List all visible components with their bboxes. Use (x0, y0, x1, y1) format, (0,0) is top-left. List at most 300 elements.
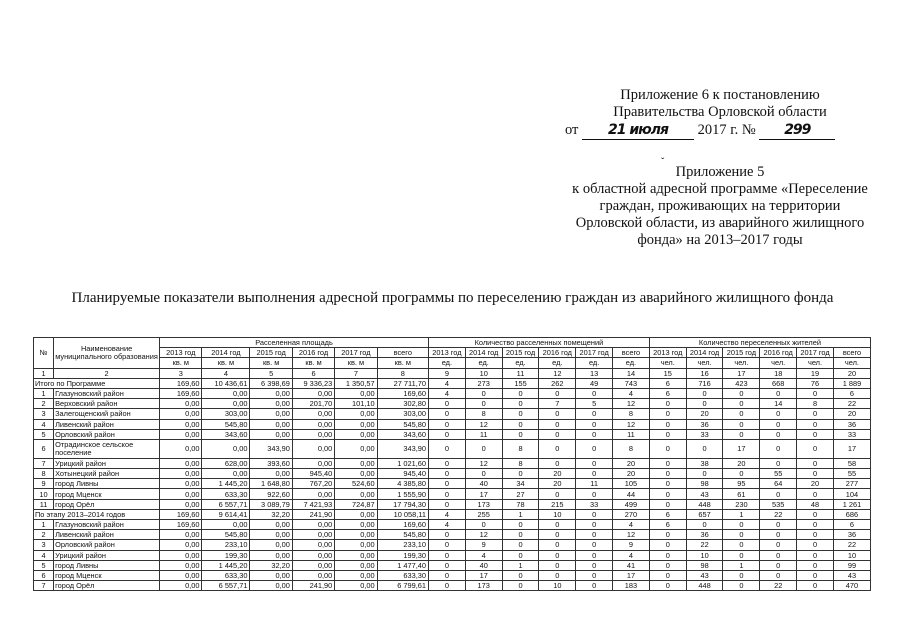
row-number: 7 (34, 458, 54, 468)
table-cell: 0,00 (335, 550, 377, 560)
table-cell: 0,00 (250, 570, 292, 580)
table-cell: 8 (613, 439, 650, 458)
table-cell: 1 (502, 509, 539, 519)
table-cell: 0,00 (335, 409, 377, 419)
table-cell: 0 (576, 530, 613, 540)
table-cell: 0,00 (335, 429, 377, 439)
table-cell: 0 (649, 458, 686, 468)
table-cell: 0 (576, 439, 613, 458)
table-cell: 9 (613, 540, 650, 550)
table-cell: 0 (649, 530, 686, 540)
row-number: 5 (34, 429, 54, 439)
table-cell: 0,00 (160, 560, 202, 570)
table-cell: 0 (723, 550, 760, 560)
year-header: 2014 год (202, 348, 250, 358)
table-cell: 0 (649, 540, 686, 550)
table-cell: 0 (539, 520, 576, 530)
table-cell: 20 (686, 409, 723, 419)
column-number: 19 (797, 368, 834, 378)
table-cell: 8 (502, 458, 539, 468)
tick-mark: ˇ (661, 157, 665, 168)
unit-header: кв. м (250, 358, 292, 368)
table-cell: 0 (502, 540, 539, 550)
table-cell: 101,10 (335, 399, 377, 409)
table-cell: 48 (797, 499, 834, 509)
table-row (34, 399, 871, 409)
table-cell: 0,00 (250, 409, 292, 419)
table-cell: 10 (833, 550, 870, 560)
table-cell: 27 711,70 (377, 378, 428, 388)
table-cell: 241,90 (292, 581, 334, 591)
column-number: 12 (539, 368, 576, 378)
table-row (34, 469, 871, 479)
table-cell: 20 (833, 409, 870, 419)
unit-header: ед. (428, 358, 465, 368)
table-cell: 169,60 (160, 509, 202, 519)
table-cell: 0 (502, 581, 539, 591)
column-number: 4 (202, 368, 250, 378)
table-cell: 0 (797, 581, 834, 591)
table-cell: 0 (797, 570, 834, 580)
table-cell: 524,60 (335, 479, 377, 489)
table-cell: 393,60 (250, 458, 292, 468)
table-cell: 17 (723, 439, 760, 458)
year-header: всего (833, 348, 870, 358)
table-cell: 545,80 (202, 530, 250, 540)
table-cell: 0 (502, 530, 539, 540)
table-cell: 17 (833, 439, 870, 458)
table-cell: 17 (613, 570, 650, 580)
year-header: 2017 год (576, 348, 613, 358)
table-cell: 4 (613, 388, 650, 398)
table-cell: 0,00 (250, 540, 292, 550)
table-cell: 0 (797, 560, 834, 570)
table-cell: 6 (649, 388, 686, 398)
table-cell: 11 (613, 429, 650, 439)
table-cell: 0,00 (292, 489, 334, 499)
table-cell: 0 (539, 550, 576, 560)
table-cell: 11 (576, 479, 613, 489)
table-cell: 0 (539, 530, 576, 540)
row-name: город Орёл (54, 581, 160, 591)
table-cell: 0,00 (250, 388, 292, 398)
table-cell: 0 (649, 560, 686, 570)
table-cell: 173 (465, 499, 502, 509)
table-cell: 183 (613, 581, 650, 591)
row-name: город Мценск (54, 570, 160, 580)
table-cell: 657 (686, 509, 723, 519)
unit-header: ед. (539, 358, 576, 368)
unit-header: ед. (465, 358, 502, 368)
table-cell: 0 (797, 540, 834, 550)
row-number: 7 (34, 581, 54, 591)
table-cell: 0,00 (335, 520, 377, 530)
table-cell: 0 (539, 429, 576, 439)
table-cell: 0 (797, 550, 834, 560)
table-cell: 33 (576, 499, 613, 509)
table-cell: 0 (760, 530, 797, 540)
table-cell: 43 (833, 570, 870, 580)
table-cell: 78 (502, 499, 539, 509)
table-cell: 0 (649, 469, 686, 479)
table-cell: 0 (576, 550, 613, 560)
table-row (34, 479, 871, 489)
table-cell: 0 (428, 581, 465, 591)
table-cell: 0 (465, 388, 502, 398)
table-cell: 0 (576, 388, 613, 398)
table-cell: 448 (686, 581, 723, 591)
row-number: 4 (34, 419, 54, 429)
table-cell: 0 (539, 439, 576, 458)
table-cell: 4 (613, 520, 650, 530)
table-cell: 302,80 (377, 399, 428, 409)
table-cell: 0 (428, 469, 465, 479)
row-name: город Ливны (54, 560, 160, 570)
table-cell: 743 (613, 378, 650, 388)
table-cell: 215 (539, 499, 576, 509)
table-row (34, 409, 871, 419)
table-cell: 233,10 (202, 540, 250, 550)
table-cell: 0 (686, 439, 723, 458)
table-cell: 0 (760, 458, 797, 468)
table-cell: 686 (833, 509, 870, 519)
table-cell: 22 (686, 540, 723, 550)
row-number: 5 (34, 560, 54, 570)
table-cell: 0 (649, 399, 686, 409)
table-row (34, 439, 871, 458)
table-cell: 41 (613, 560, 650, 570)
table-cell: 0,00 (292, 409, 334, 419)
table-cell: 6 (833, 388, 870, 398)
table-cell: 0 (428, 479, 465, 489)
table-cell: 0,00 (160, 530, 202, 540)
table-cell: 36 (686, 419, 723, 429)
table-cell: 0 (797, 458, 834, 468)
table-cell: 169,60 (377, 388, 428, 398)
table-cell: 0 (649, 419, 686, 429)
table-cell: 22 (833, 540, 870, 550)
table-cell: 0,00 (160, 489, 202, 499)
table-cell: 0 (649, 479, 686, 489)
table-cell: 7 (539, 399, 576, 409)
table-cell: 0 (539, 570, 576, 580)
table-cell: 0,00 (292, 520, 334, 530)
table-cell: 499 (613, 499, 650, 509)
table-cell: 545,80 (202, 419, 250, 429)
table-cell: 0 (576, 419, 613, 429)
table-cell: 0 (686, 520, 723, 530)
table-cell: 0 (428, 409, 465, 419)
table-cell: 0 (576, 409, 613, 419)
table-cell: 0 (797, 530, 834, 540)
row-name: Глазуновский район (54, 520, 160, 530)
table-row (34, 458, 871, 468)
table-cell: 10 (539, 581, 576, 591)
year-header: всего (377, 348, 428, 358)
table-cell: 0,00 (160, 439, 202, 458)
table-cell: 22 (760, 509, 797, 519)
table-cell: 55 (833, 469, 870, 479)
years-header-row (34, 348, 871, 358)
table-cell: 201,70 (292, 399, 334, 409)
table-cell: 0 (649, 570, 686, 580)
table-cell: 0,00 (335, 560, 377, 570)
table-cell: 0,00 (160, 399, 202, 409)
handwritten-number: 299 (759, 121, 835, 140)
table-cell: 36 (833, 530, 870, 540)
table-cell: 1 648,80 (250, 479, 292, 489)
table-cell: 0,00 (292, 439, 334, 458)
table-cell: 945,40 (292, 469, 334, 479)
unit-header: чел. (833, 358, 870, 368)
table-cell: 1 (502, 560, 539, 570)
table-cell: 40 (465, 479, 502, 489)
year-header: 2017 год (797, 348, 834, 358)
column-number: 6 (292, 368, 334, 378)
table-cell: 0 (428, 570, 465, 580)
table-cell: 12 (465, 530, 502, 540)
table-cell: 0 (502, 550, 539, 560)
table-cell: 12 (613, 530, 650, 540)
row-number: 11 (34, 499, 54, 509)
year-header: 2016 год (292, 348, 334, 358)
table-cell: 55 (760, 469, 797, 479)
table-cell: 58 (833, 458, 870, 468)
table-cell: 470 (833, 581, 870, 591)
table-cell: 12 (613, 399, 650, 409)
table-cell: 0 (428, 429, 465, 439)
table-cell: 668 (760, 378, 797, 388)
table-cell: 0,00 (160, 550, 202, 560)
year-header: 2013 год (649, 348, 686, 358)
table-cell: 545,80 (377, 530, 428, 540)
table-cell: 945,40 (377, 469, 428, 479)
table-cell: 0 (760, 540, 797, 550)
table-cell: 0,00 (250, 581, 292, 591)
table-cell: 343,60 (377, 429, 428, 439)
row-number: 3 (34, 540, 54, 550)
table-row (34, 530, 871, 540)
table-cell: 0,00 (292, 540, 334, 550)
table-cell: 535 (760, 499, 797, 509)
table-cell: 9 614,41 (202, 509, 250, 519)
table-cell: 36 (833, 419, 870, 429)
table-cell: 7 421,93 (292, 499, 334, 509)
table-cell: 1 261 (833, 499, 870, 509)
handwritten-date: 21 июля (582, 121, 694, 140)
unit-header: кв. м (160, 358, 202, 368)
row-name: город Ливны (54, 479, 160, 489)
table-cell: 12 (465, 458, 502, 468)
decree-appendix-line: Приложение 6 к постановлению (620, 87, 820, 103)
column-number: 10 (465, 368, 502, 378)
table-row (34, 581, 871, 591)
table-cell: 448 (686, 499, 723, 509)
table-cell: 1 477,40 (377, 560, 428, 570)
table-cell: 0 (576, 540, 613, 550)
column-number: 14 (613, 368, 650, 378)
table-cell: 6 (649, 509, 686, 519)
table-cell: 628,00 (202, 458, 250, 468)
table-cell: 0 (428, 550, 465, 560)
table-cell: 173 (465, 581, 502, 591)
table-cell: 0 (760, 388, 797, 398)
table-cell: 0 (465, 399, 502, 409)
table-cell: 0 (760, 409, 797, 419)
table-cell: 6 557,71 (202, 581, 250, 591)
table-cell: 0,00 (160, 429, 202, 439)
table-cell: 4 (613, 550, 650, 560)
table-cell: 0 (539, 540, 576, 550)
table-cell: 922,60 (250, 489, 292, 499)
table-cell: 0,00 (160, 499, 202, 509)
unit-header: ед. (576, 358, 613, 368)
year-header: 2015 год (250, 348, 292, 358)
column-number: 1 (34, 368, 54, 378)
table-cell: 767,20 (292, 479, 334, 489)
row-number: 2 (34, 399, 54, 409)
table-cell: 0 (649, 409, 686, 419)
unit-header: кв. м (335, 358, 377, 368)
appendix-line-3: граждан, проживающих на территории (599, 198, 841, 214)
table-cell: 270 (613, 509, 650, 519)
table-cell: 633,30 (377, 570, 428, 580)
table-cell: 0 (723, 581, 760, 591)
row-number: 9 (34, 479, 54, 489)
table-cell: 0,00 (250, 520, 292, 530)
table-cell: 0,00 (335, 570, 377, 580)
table-cell: 277 (833, 479, 870, 489)
table-cell: 8 (502, 439, 539, 458)
table-cell: 0 (576, 520, 613, 530)
year-header: 2017 год (335, 348, 377, 358)
row-name: Орловский район (54, 429, 160, 439)
table-cell: 104 (833, 489, 870, 499)
table-cell: 0 (465, 520, 502, 530)
table-cell: 0 (723, 399, 760, 409)
table-cell: 20 (613, 458, 650, 468)
table-cell: 27 (502, 489, 539, 499)
table-cell: 0 (428, 489, 465, 499)
table-cell: 0 (465, 439, 502, 458)
table-cell: 0,00 (292, 419, 334, 429)
column-number-row (34, 368, 871, 378)
table-cell: 0,00 (335, 530, 377, 540)
table-cell: 0,00 (292, 530, 334, 540)
table-cell: 4 (428, 388, 465, 398)
table-cell: 0,00 (160, 540, 202, 550)
table-cell: 0 (760, 570, 797, 580)
table-cell: 0 (502, 388, 539, 398)
unit-header: кв. м (202, 358, 250, 368)
table-cell: 169,60 (160, 520, 202, 530)
table-cell: 0 (686, 469, 723, 479)
table-cell: 0 (539, 419, 576, 429)
table-row (34, 509, 871, 519)
table-cell: 0 (760, 550, 797, 560)
table-cell: 0,00 (292, 550, 334, 560)
table-cell: 0 (576, 581, 613, 591)
table-cell: 0,00 (335, 469, 377, 479)
units-header-row (34, 358, 871, 368)
table-cell: 0 (576, 509, 613, 519)
table-cell: 0,00 (335, 509, 377, 519)
table-cell: 32,20 (250, 509, 292, 519)
column-number: 9 (428, 368, 465, 378)
table-cell: 0 (760, 489, 797, 499)
table-cell: 0 (723, 530, 760, 540)
table-cell: 0 (576, 429, 613, 439)
table-cell: 17 (465, 489, 502, 499)
table-cell: 633,30 (202, 489, 250, 499)
table-row (34, 489, 871, 499)
table-cell: 0 (576, 489, 613, 499)
table-cell: 0 (686, 399, 723, 409)
table-cell: 0,00 (335, 458, 377, 468)
table-cell: 49 (576, 378, 613, 388)
table-cell: 0 (428, 419, 465, 429)
row-number: 2 (34, 530, 54, 540)
unit-header: чел. (797, 358, 834, 368)
table-cell: 40 (465, 560, 502, 570)
row-number: 10 (34, 489, 54, 499)
table-cell: 34 (502, 479, 539, 489)
table-cell: 8 (613, 409, 650, 419)
table-cell: 10 (686, 550, 723, 560)
table-cell: 0 (539, 560, 576, 570)
table-cell: 0 (797, 509, 834, 519)
table-cell: 0 (760, 439, 797, 458)
table-cell: 4 (428, 509, 465, 519)
appendix-line-5: фонда» на 2013–2017 годы (637, 232, 803, 248)
table-cell: 0,00 (250, 530, 292, 540)
table-cell: 61 (723, 489, 760, 499)
table-cell: 20 (613, 469, 650, 479)
table-row (34, 560, 871, 570)
year-header: 2013 год (428, 348, 465, 358)
table-cell: 22 (760, 581, 797, 591)
table-cell: 1 445,20 (202, 479, 250, 489)
table-cell: 0 (797, 439, 834, 458)
indicators-table (33, 337, 871, 591)
row-number: 3 (34, 409, 54, 419)
table-cell: 0,00 (250, 550, 292, 560)
table-cell: 0 (797, 409, 834, 419)
table-cell: 0 (649, 429, 686, 439)
table-cell: 8 (465, 409, 502, 419)
table-cell: 0 (797, 429, 834, 439)
table-cell: 0,00 (292, 388, 334, 398)
table-cell: 633,30 (202, 570, 250, 580)
table-cell: 169,60 (160, 388, 202, 398)
table-cell: 303,00 (202, 409, 250, 419)
table-cell: 9 336,23 (292, 378, 334, 388)
table-cell: 38 (686, 458, 723, 468)
table-row (34, 520, 871, 530)
table-cell: 0 (576, 560, 613, 570)
row-number: 8 (34, 469, 54, 479)
table-cell: 0 (576, 469, 613, 479)
unit-header: ед. (613, 358, 650, 368)
column-number: 20 (833, 368, 870, 378)
table-cell: 43 (686, 489, 723, 499)
table-cell: 0 (502, 419, 539, 429)
table-row (34, 388, 871, 398)
table-cell: 1 021,60 (377, 458, 428, 468)
table-cell: 0 (797, 469, 834, 479)
year-header: 2016 год (539, 348, 576, 358)
row-name: Глазуновский район (54, 388, 160, 398)
